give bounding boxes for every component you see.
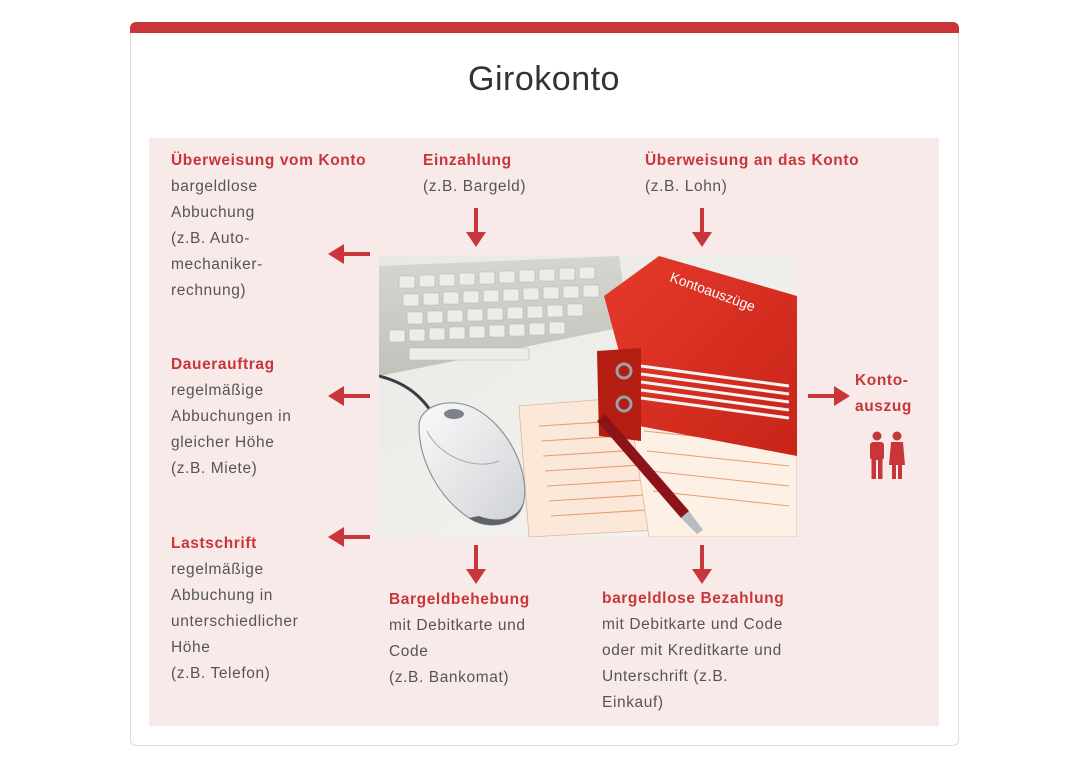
block-line: Unterschrift (z.B. (602, 668, 729, 685)
binder-label: Kontoauszüge (667, 268, 758, 315)
block-line: (z.B. Miete) (171, 460, 258, 477)
block-heading: bargeldlose Bezahlung (602, 590, 785, 607)
block-line: Abbuchung in (171, 587, 274, 604)
photo-keyboard-mouse-binder (379, 256, 797, 537)
arrow-down-icon (692, 208, 712, 248)
block-einzahlung (423, 148, 526, 200)
block-heading: Lastschrift (171, 535, 257, 552)
block-line: oder mit Kreditkarte und (602, 642, 782, 659)
block-line: unterschiedlicher (171, 613, 299, 630)
block-line: Abbuchungen in (171, 408, 292, 425)
block-line: mit Debitkarte und Code (602, 616, 783, 633)
block-heading: Einzahlung (423, 152, 512, 169)
block-heading: Dauerauftrag (171, 356, 275, 373)
people-icon (868, 431, 906, 481)
block-line: (z.B. Lohn) (645, 178, 728, 195)
block-line: mechaniker- (171, 256, 263, 273)
block-line: mit Debitkarte und (389, 617, 526, 634)
block-kontoauszug (855, 368, 912, 420)
block-ueberweisung-an-das-konto (645, 148, 859, 200)
card-accent-bar (130, 22, 959, 33)
block-bargeldbehebung (389, 587, 530, 691)
block-line: Höhe (171, 639, 211, 656)
block-heading: Bargeldbehebung (389, 591, 530, 608)
block-line: (z.B. Bankomat) (389, 669, 510, 686)
block-line: Code (389, 643, 429, 660)
block-line: bargeldlose (171, 178, 258, 195)
block-heading: auszug (855, 398, 912, 415)
arrow-down-icon (692, 545, 712, 585)
arrow-left-icon (328, 527, 370, 547)
block-heading: Überweisung vom Konto (171, 152, 367, 169)
block-lastschrift (171, 531, 298, 687)
block-heading: Überweisung an das Konto (645, 152, 860, 169)
block-line: Abbuchung (171, 204, 255, 221)
block-line: rechnung) (171, 282, 247, 299)
arrow-right-icon (808, 386, 850, 406)
block-line: Einkauf) (602, 694, 664, 711)
block-dauerauftrag (171, 352, 291, 482)
block-line: (z.B. Telefon) (171, 665, 271, 682)
arrow-left-icon (328, 386, 370, 406)
block-ueberweisung-vom-konto (171, 148, 366, 304)
block-line: gleicher Höhe (171, 434, 275, 451)
block-line: (z.B. Auto- (171, 230, 250, 247)
block-line: regelmäßige (171, 561, 264, 578)
block-heading: Konto- (855, 372, 909, 389)
page-title: Girokonto (468, 60, 620, 98)
arrow-down-icon (466, 208, 486, 248)
arrow-left-icon (328, 244, 370, 264)
block-line: regelmäßige (171, 382, 264, 399)
arrow-down-icon (466, 545, 486, 585)
block-bargeldlose-bezahlung (602, 586, 784, 716)
block-line: (z.B. Bargeld) (423, 178, 527, 195)
